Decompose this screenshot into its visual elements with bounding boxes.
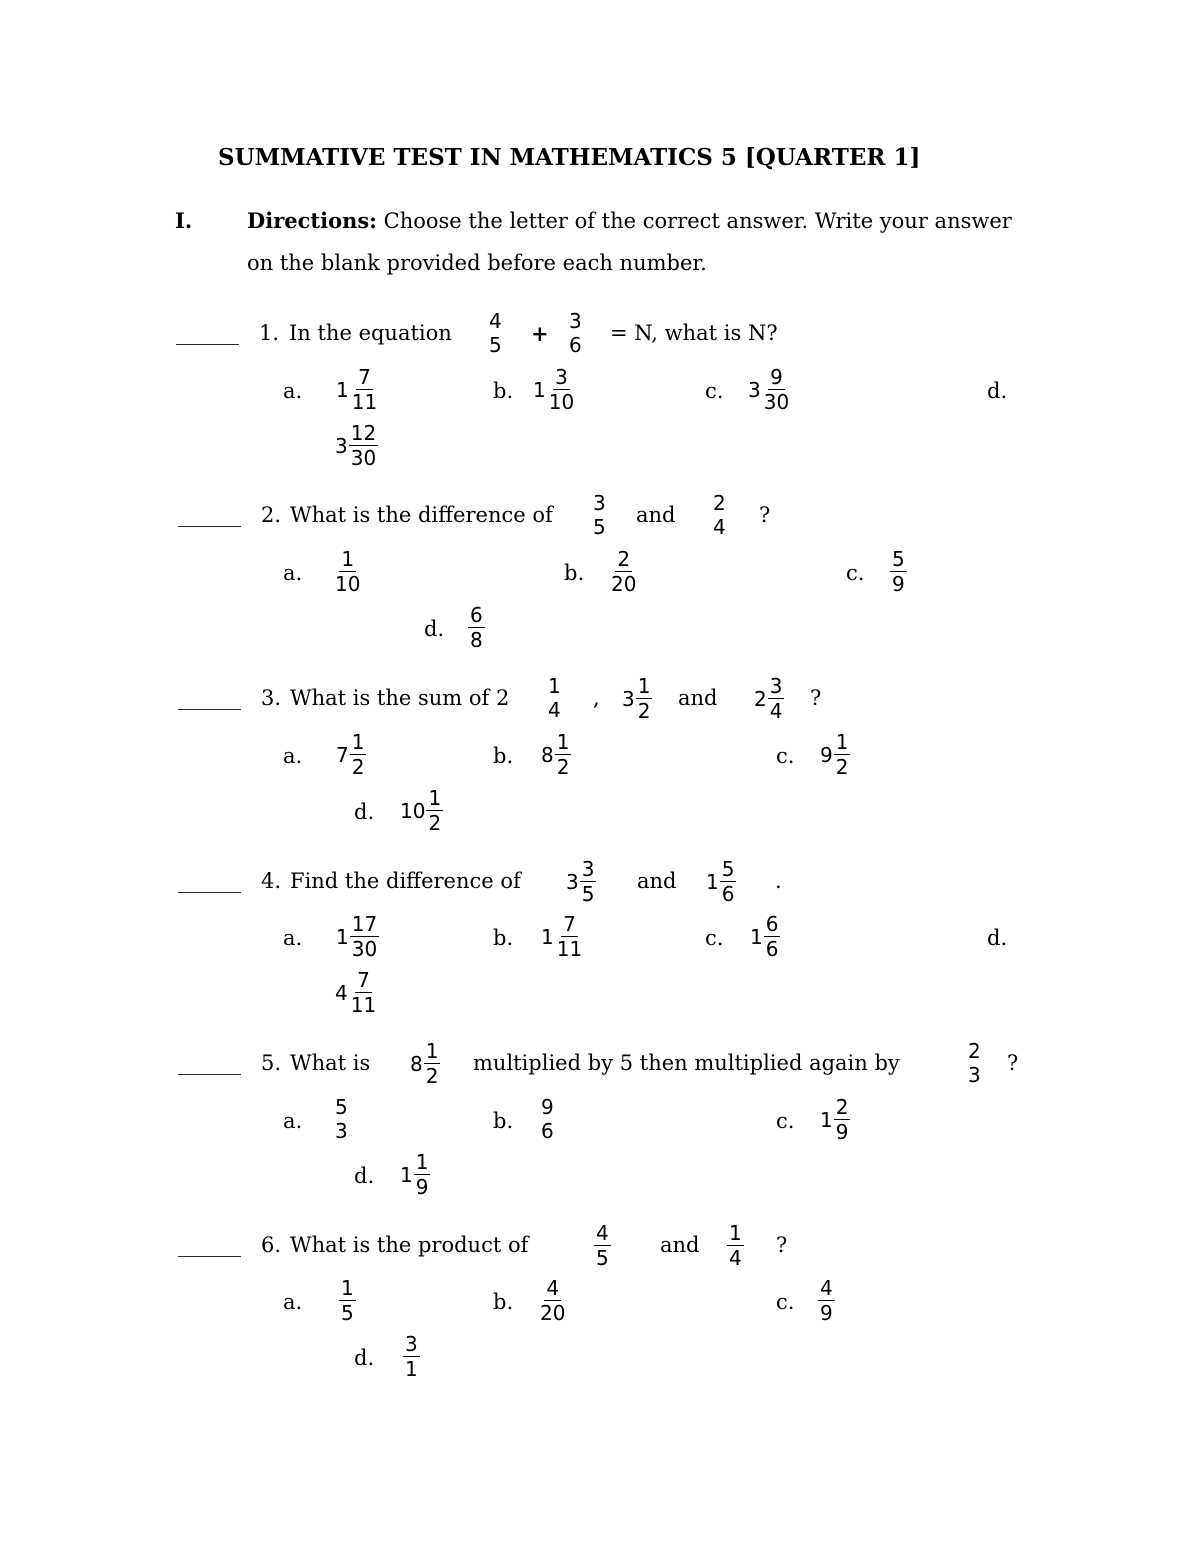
question-number: 2. xyxy=(261,503,282,527)
option-letter-c: c. xyxy=(705,926,724,950)
question-fraction: 2 3 xyxy=(968,1039,981,1087)
option-letter-b: b. xyxy=(493,926,514,950)
question-text: Find the difference of xyxy=(290,869,521,893)
question-fraction: 8 $\frac{1}{2}$ xyxy=(410,1039,439,1088)
option-letter-b: b. xyxy=(493,379,514,403)
option-letter-d: d. xyxy=(424,617,445,641)
question-fraction: 4 5 xyxy=(489,309,502,357)
answer-blank[interactable]: ______ xyxy=(176,321,239,345)
question-fraction: 3 $\frac{1}{2}$ xyxy=(622,674,651,723)
question-fraction: 2 $\frac{3}{4}$ xyxy=(754,674,783,723)
option-d-value[interactable]: $\frac{3}{1}$ xyxy=(405,1332,418,1381)
option-letter-b: b. xyxy=(493,744,514,768)
question-fraction: 1 $\frac{5}{6}$ xyxy=(706,857,735,906)
question-fraction: 1 4 xyxy=(548,674,561,722)
question-number: 3. xyxy=(261,686,282,710)
question-text: ? xyxy=(810,686,822,710)
option-c-value[interactable]: $\frac{4}{9}$ xyxy=(820,1276,833,1325)
question-number: 4. xyxy=(261,869,282,893)
option-letter-b: b. xyxy=(493,1290,514,1314)
question-number: 1. xyxy=(259,321,280,345)
option-letter-d: d. xyxy=(354,800,375,824)
option-letter-a: a. xyxy=(283,1290,303,1314)
option-b-value[interactable]: 1 $\frac{7}{11}$ xyxy=(541,912,583,961)
answer-blank[interactable]: ______ xyxy=(178,869,241,893)
question-text: and xyxy=(660,1233,700,1257)
question-text: , xyxy=(593,686,600,710)
option-b-value[interactable]: 8 $\frac{1}{2}$ xyxy=(541,730,570,779)
option-b-value[interactable]: $\frac{4}{20}$ xyxy=(540,1276,566,1325)
directions xyxy=(247,208,1012,233)
option-letter-a: a. xyxy=(283,744,303,768)
option-c-value[interactable]: 1 $\frac{6}{6}$ xyxy=(750,912,779,961)
question-text: ? xyxy=(776,1233,788,1257)
option-c-value[interactable]: 1 $\frac{2}{9}$ xyxy=(820,1095,849,1144)
question-number: 5. xyxy=(261,1051,282,1075)
option-a-value[interactable]: $\frac{1}{10}$ xyxy=(335,547,361,596)
question-fraction: $\frac{4}{5}$ xyxy=(596,1221,609,1270)
option-letter-b: b. xyxy=(493,1109,514,1133)
section-numeral: I. xyxy=(175,208,193,233)
option-d-value[interactable]: 1 $\frac{1}{9}$ xyxy=(400,1150,429,1199)
answer-blank[interactable]: ______ xyxy=(178,686,241,710)
question-text: What is xyxy=(290,1051,371,1075)
question-fraction: 3 5 xyxy=(593,491,606,539)
answer-blank[interactable]: ______ xyxy=(178,1233,241,1257)
option-a-value[interactable]: 1 $\frac{7}{11}$ xyxy=(336,365,378,414)
option-b-value[interactable]: 9 6 xyxy=(541,1095,554,1143)
question-text: multiplied by 5 then multiplied again by xyxy=(473,1051,900,1075)
option-letter-d: d. xyxy=(354,1164,375,1188)
directions-label: Directions: xyxy=(247,208,377,233)
question-text: and xyxy=(678,686,718,710)
option-letter-c: c. xyxy=(776,1109,795,1133)
question-text: . xyxy=(775,869,782,893)
question-fraction: 2 4 xyxy=(713,491,726,539)
option-letter-a: a. xyxy=(283,561,303,585)
option-d-value[interactable]: 3 $\frac{12}{30}$ xyxy=(335,421,377,470)
directions-line-2: on the blank provided before each number. xyxy=(247,251,707,275)
option-letter-a: a. xyxy=(283,926,303,950)
option-d-value[interactable]: 10 $\frac{1}{2}$ xyxy=(400,786,442,835)
question-text: What is the difference of xyxy=(290,503,553,527)
option-d-value[interactable]: $\frac{6}{8}$ xyxy=(470,603,483,652)
option-letter-d: d. xyxy=(987,926,1008,950)
answer-blank[interactable]: ______ xyxy=(178,1051,241,1075)
option-letter-a: a. xyxy=(283,379,303,403)
question-fraction: $\frac{1}{4}$ xyxy=(729,1221,742,1270)
option-b-value[interactable]: $\frac{2}{20}$ xyxy=(611,547,637,596)
option-a-value[interactable]: 1 $\frac{17}{30}$ xyxy=(336,912,378,961)
page-title: SUMMATIVE TEST IN MATHEMATICS 5 [QUARTER 1] xyxy=(218,144,921,171)
option-letter-a: a. xyxy=(283,1109,303,1133)
option-letter-c: c. xyxy=(776,1290,795,1314)
option-letter-c: c. xyxy=(705,379,724,403)
answer-blank[interactable]: ______ xyxy=(178,503,241,527)
question-text: What is the product of xyxy=(290,1233,529,1257)
question-fraction: 3 6 xyxy=(569,309,582,357)
option-letter-d: d. xyxy=(354,1346,375,1370)
option-c-value[interactable]: $\frac{5}{9}$ xyxy=(892,547,905,596)
option-d-value[interactable]: 4 $\frac{7}{11}$ xyxy=(335,968,377,1017)
question-text: = N, what is N? xyxy=(610,321,778,345)
question-text: and xyxy=(636,503,676,527)
question-operator: + xyxy=(531,321,549,346)
option-c-value[interactable]: 3 $\frac{9}{30}$ xyxy=(748,365,790,414)
question-text: What is the sum of 2 xyxy=(290,686,510,710)
question-number: 6. xyxy=(261,1233,282,1257)
option-letter-d: d. xyxy=(987,379,1008,403)
question-text: In the equation xyxy=(289,321,452,345)
question-text: ? xyxy=(759,503,771,527)
option-b-value[interactable]: 1 $\frac{3}{10}$ xyxy=(533,365,575,414)
option-a-value[interactable]: $\frac{1}{5}$ xyxy=(341,1276,354,1325)
option-c-value[interactable]: 9 $\frac{1}{2}$ xyxy=(820,730,849,779)
directions-line-1: Choose the letter of the correct answer. Write your answer xyxy=(383,209,1012,233)
option-a-value[interactable]: 5 3 xyxy=(335,1095,348,1143)
option-a-value[interactable]: 7 $\frac{1}{2}$ xyxy=(336,730,365,779)
question-fraction: 3 $\frac{3}{5}$ xyxy=(566,857,595,906)
option-letter-c: c. xyxy=(846,561,865,585)
option-letter-b: b. xyxy=(564,561,585,585)
option-letter-c: c. xyxy=(776,744,795,768)
question-text: ? xyxy=(1007,1051,1019,1075)
question-text: and xyxy=(637,869,677,893)
